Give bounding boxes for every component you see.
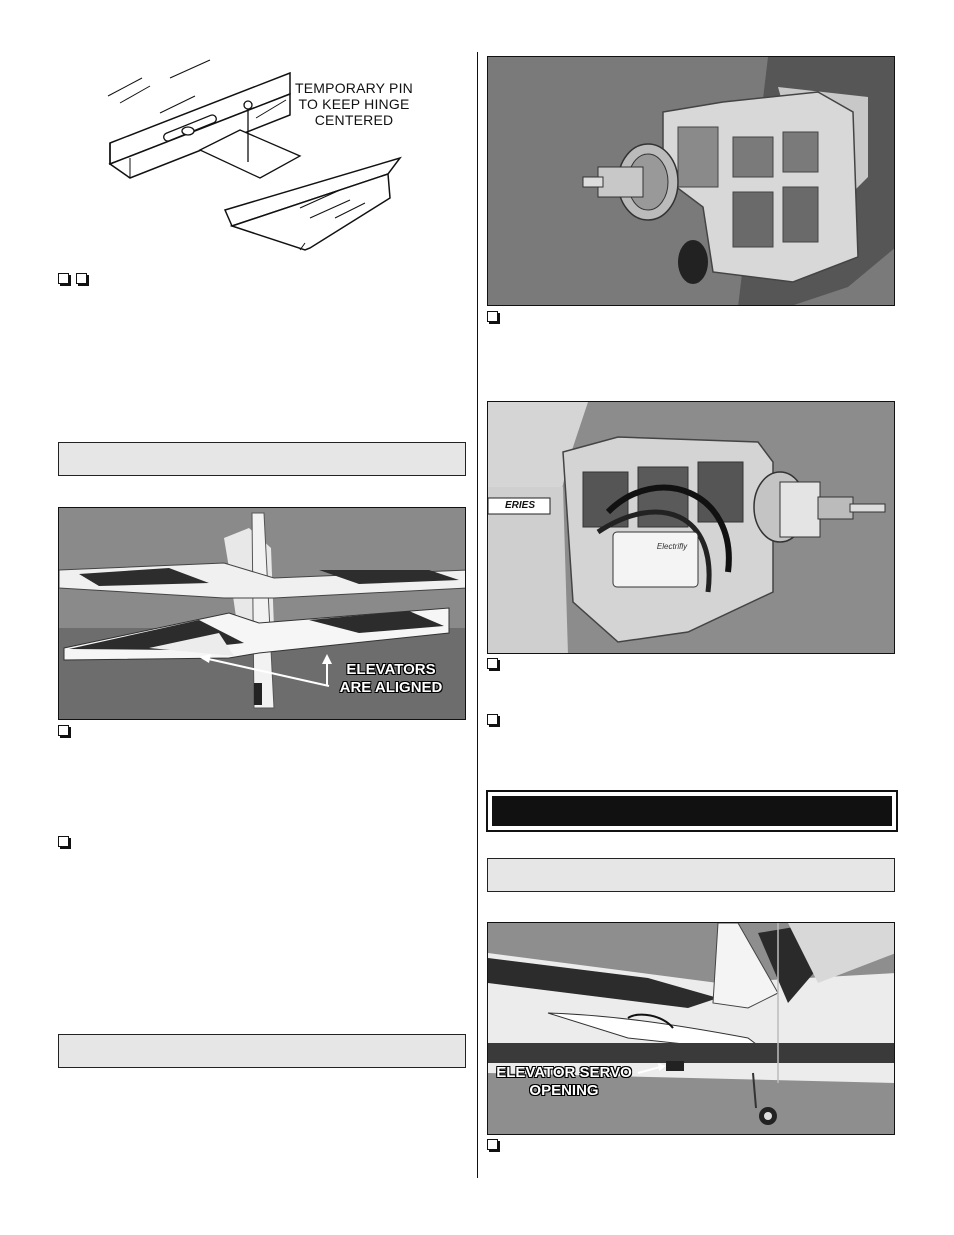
step-checkbox-4[interactable] [487,311,498,322]
elevators-callout-line2: ARE ALIGNED [339,679,443,696]
hinge-pin-label-line3: CENTERED [314,112,394,128]
hinge-pin-label-line2: TO KEEP HINGE [298,96,410,112]
section-header-box-2 [58,1034,466,1068]
hinge-pin-label-line1: TEMPORARY PIN [295,80,413,96]
step-checkbox-1b[interactable] [76,273,87,284]
elevator-servo-callout [491,1064,637,1100]
motor-mount-photo [487,56,895,306]
step-checkbox-2[interactable] [58,725,69,736]
esc-label: Electrifly [656,542,688,551]
column-divider [477,52,478,1178]
step-checkbox-7[interactable] [487,1139,498,1150]
servo-callout-line1: ELEVATOR SERVO [496,1064,632,1081]
motor-esc-photo [487,401,895,654]
hinge-pin-label [284,80,424,128]
elevators-callout-line1: ELEVATORS [346,661,436,678]
fuselage-brand-decal: ERIES [504,500,535,511]
step-checkbox-1a[interactable] [58,273,69,284]
section-heading-bar [490,794,894,828]
step-checkbox-3[interactable] [58,836,69,847]
elevator-servo-photo [487,922,895,1135]
elevators-aligned-callout [335,661,447,697]
section-header-box-1 [58,442,466,476]
step-checkbox-6[interactable] [487,714,498,725]
servo-callout-line2: OPENING [529,1082,599,1099]
section-header-box-3 [487,858,895,892]
step-checkbox-5[interactable] [487,658,498,669]
